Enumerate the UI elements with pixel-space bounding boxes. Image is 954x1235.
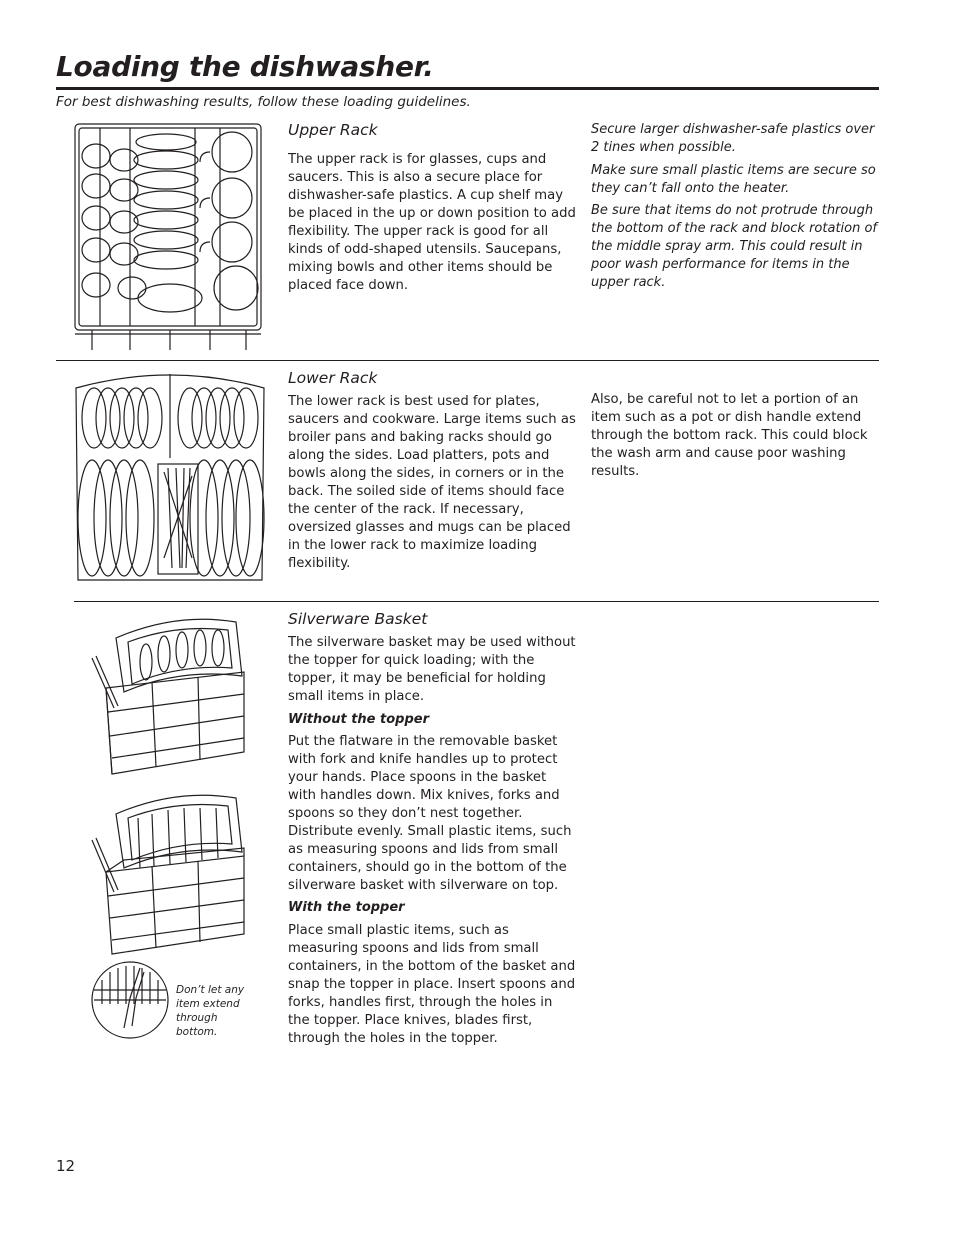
upper-rack-heading: Upper Rack bbox=[288, 121, 378, 139]
lower-rack-note: Also, be careful not to let a portion of an item such as a pot or dish handle extend through the bottom rack. This could block the wash arm and cause poor washing results. bbox=[591, 392, 868, 479]
title-rule bbox=[56, 87, 879, 90]
silverware-basket-heading: Silverware Basket bbox=[288, 610, 428, 628]
section-divider bbox=[56, 360, 879, 361]
page-title: Loading the dishwasher. bbox=[56, 50, 434, 83]
basket-without-topper-illustration bbox=[88, 612, 248, 782]
without-topper-body: Put the flatware in the removable basket with fork and knife handles up to protect your hands. Place spoons in the basket with handles down. Mix knives, forks and spoons so they don’t nest together. Distribute evenly. Small plastic items, such as measuring spoons and lids from small containers, should go in the bottom of the silverware basket with silverware on top. bbox=[288, 734, 572, 893]
upper-rack-illustration bbox=[70, 120, 266, 354]
upper-rack-body: The upper rack is for glasses, cups and saucers. This is also a secure place for dishwasher-safe plastics. A cup shelf may be placed in the up or down position to add flexibility. The upper rack is good for all kinds of odd-shaped utensils. Saucepans, mixing bowls and other items should be placed face down. bbox=[288, 152, 576, 293]
upper-rack-note-2: Make sure small plastic items are secure so they can’t fall onto the heater. bbox=[591, 163, 876, 196]
page-intro: For best dishwashing results, follow these loading guidelines. bbox=[56, 94, 471, 110]
silverware-basket-intro: The silverware basket may be used without the topper for quick loading; with the topper, it may be beneficial for holding small items in place. bbox=[288, 635, 576, 704]
basket-with-topper-illustration bbox=[88, 788, 248, 958]
with-topper-heading: With the topper bbox=[288, 900, 405, 915]
basket-detail-caption: Don’t let any item extend through bottom. bbox=[176, 984, 245, 1038]
section-divider bbox=[74, 601, 879, 602]
lower-rack-body: The lower rack is best used for plates, saucers and cookware. Large items such as broiler pans and baking racks should go along the sides. Load platters, pots and bowls along the sides, in corners or in the back. The soiled side of items should face the center of the rack. If necessary, oversized glasses and mugs can be placed in the lower rack to maximize loading flexibility. bbox=[288, 394, 576, 571]
with-topper-body: Place small plastic items, such as measuring spoons and lids from small containers, in the bottom of the basket and snap the topper in place. Insert spoons and forks, handles first, through the holes in the topper. Place knives, blades first, through the holes in the topper. bbox=[288, 923, 576, 1046]
page-number: 12 bbox=[56, 1157, 76, 1175]
without-topper-heading: Without the topper bbox=[288, 712, 429, 727]
upper-rack-note-1: Secure larger dishwasher-safe plastics over 2 tines when possible. bbox=[591, 122, 875, 155]
lower-rack-heading: Lower Rack bbox=[288, 369, 378, 387]
upper-rack-note-3: Be sure that items do not protrude through the bottom of the rack and block rotation of the middle spray arm. This could result in poor wash performance for items in the upper rack. bbox=[591, 203, 878, 290]
lower-rack-illustration bbox=[72, 368, 268, 586]
basket-bottom-detail-illustration bbox=[86, 958, 174, 1042]
